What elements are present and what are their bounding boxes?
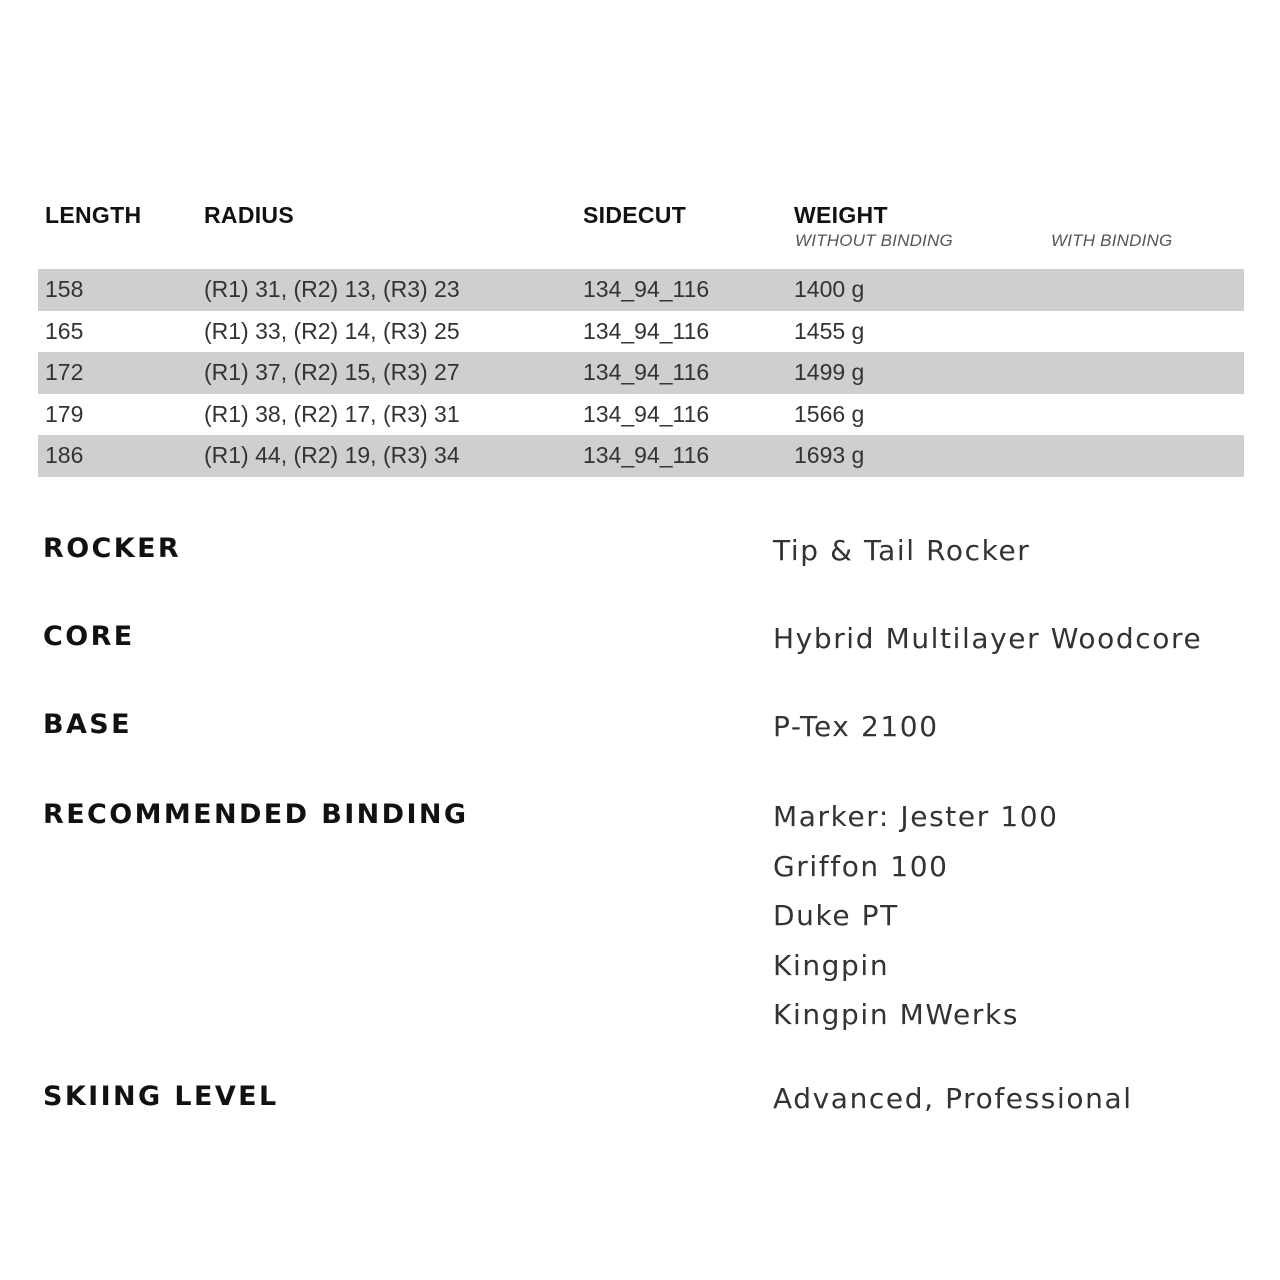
cell-radius: (R1) 37, (R2) 15, (R3) 27	[204, 359, 460, 386]
table-body	[38, 269, 1244, 477]
attribute-label: BASE	[43, 709, 132, 740]
table-row	[38, 352, 1244, 394]
header-radius: RADIUS	[204, 202, 294, 228]
cell-weight-without-binding: 1566 g	[794, 400, 865, 427]
table-row	[38, 269, 1244, 311]
cell-radius: (R1) 44, (R2) 19, (R3) 34	[204, 442, 460, 469]
subheader-without-binding: WITHOUT BINDING	[795, 231, 953, 250]
header-length: LENGTH	[45, 202, 142, 228]
cell-sidecut: 134_94_116	[583, 359, 710, 386]
binding-option: Kingpin	[773, 948, 890, 982]
attribute-value: Tip & Tail Rocker	[773, 534, 1031, 567]
spec-table	[38, 196, 1244, 477]
table-header	[38, 196, 1244, 269]
attribute-values	[773, 702, 939, 752]
cell-radius: (R1) 31, (R2) 13, (R3) 23	[204, 276, 460, 302]
table-row	[38, 311, 1244, 353]
binding-option: Griffon 100	[773, 849, 949, 883]
header-weight: WEIGHT	[794, 202, 888, 228]
cell-sidecut: 134_94_116	[583, 442, 710, 469]
cell-radius: (R1) 38, (R2) 17, (R3) 31	[204, 400, 460, 427]
attribute-label: ROCKER	[43, 533, 182, 564]
attribute-values	[773, 1074, 1133, 1124]
attribute-value: Advanced, Professional	[773, 1082, 1133, 1115]
cell-weight-without-binding: 1400 g	[794, 276, 865, 302]
attribute-label: RECOMMENDED BINDING	[43, 799, 469, 830]
cell-sidecut: 134_94_116	[583, 276, 710, 302]
attribute-value: Hybrid Multilayer Woodcore	[773, 622, 1203, 655]
attribute-values	[773, 792, 1059, 1040]
cell-length: 186	[45, 442, 84, 469]
binding-option: Kingpin MWerks	[773, 998, 1020, 1031]
cell-length: 158	[45, 276, 84, 302]
cell-weight-without-binding: 1499 g	[794, 359, 865, 386]
cell-sidecut: 134_94_116	[583, 400, 710, 427]
cell-radius: (R1) 33, (R2) 14, (R3) 25	[204, 317, 460, 344]
attribute-label: SKIING LEVEL	[43, 1081, 279, 1112]
table-row	[38, 394, 1244, 436]
subheader-with-binding: WITH BINDING	[1051, 231, 1173, 250]
attribute-values	[773, 614, 1202, 664]
cell-length: 179	[45, 400, 84, 427]
cell-length: 172	[45, 359, 84, 386]
attribute-values	[773, 526, 1030, 576]
cell-length: 165	[45, 317, 84, 344]
attribute-label: CORE	[43, 621, 135, 652]
cell-sidecut: 134_94_116	[583, 317, 710, 344]
table-row	[38, 435, 1244, 477]
attribute-value: P-Tex 2100	[773, 710, 939, 743]
header-sidecut: SIDECUT	[583, 202, 687, 228]
binding-option: Marker: Jester 100	[773, 800, 1059, 833]
cell-weight-without-binding: 1455 g	[794, 317, 865, 344]
binding-option: Duke PT	[773, 899, 899, 932]
cell-weight-without-binding: 1693 g	[794, 442, 865, 469]
